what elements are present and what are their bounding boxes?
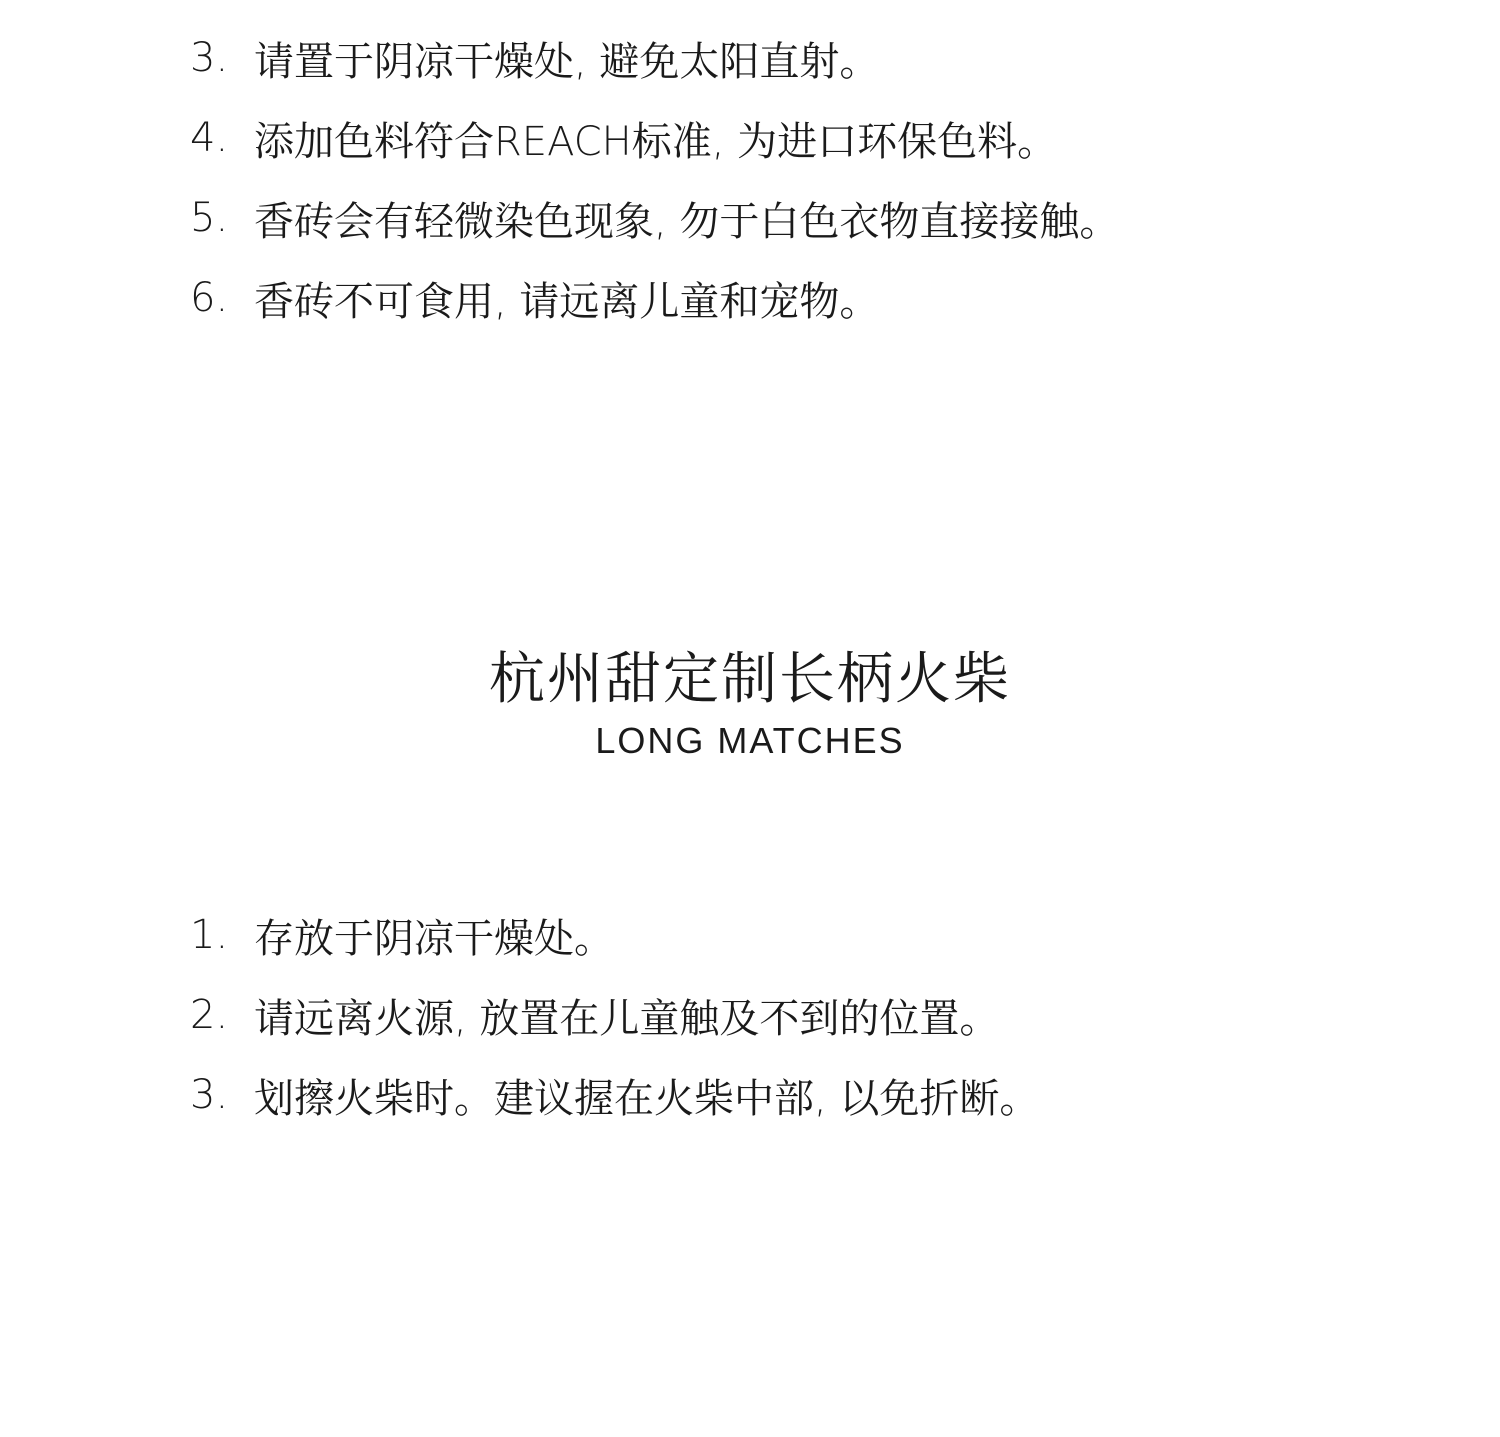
item-number: 5. <box>190 195 229 241</box>
item-number: 6. <box>190 275 229 321</box>
item-number: 3. <box>190 35 229 81</box>
item-number: 2. <box>190 992 229 1038</box>
section-title: 杭州甜定制长柄火柴 <box>489 647 1011 712</box>
list-item <box>190 18 1119 98</box>
item-text: 香砖会有轻微染色现象, 勿于白色衣物直接接触。 <box>254 198 1120 245</box>
list-item <box>190 975 1039 1055</box>
list-item <box>190 895 1039 975</box>
item-text: 添加色料符合REACH标准, 为进口环保色料。 <box>254 118 1058 165</box>
list-item <box>190 1055 1039 1135</box>
list-item <box>190 98 1119 178</box>
item-text: 划擦火柴时。建议握在火柴中部, 以免折断。 <box>254 1075 1040 1122</box>
item-text: 请远离火源, 放置在儿童触及不到的位置。 <box>254 995 1000 1042</box>
list-item <box>190 258 1119 338</box>
item-number: 1. <box>190 912 229 958</box>
item-number: 4. <box>190 115 229 161</box>
item-number: 3. <box>190 1072 229 1118</box>
item-text: 请置于阴凉干燥处, 避免太阳直射。 <box>254 38 880 85</box>
matches-instructions-list <box>190 895 1039 1135</box>
section-subtitle: LONG MATCHES <box>595 720 905 761</box>
clipped-previous-line <box>190 0 1090 2</box>
item-text: 香砖不可食用, 请远离儿童和宠物。 <box>254 278 880 325</box>
care-instructions-list <box>190 18 1119 338</box>
list-item <box>190 178 1119 258</box>
item-text: 存放于阴凉干燥处。 <box>254 915 614 962</box>
